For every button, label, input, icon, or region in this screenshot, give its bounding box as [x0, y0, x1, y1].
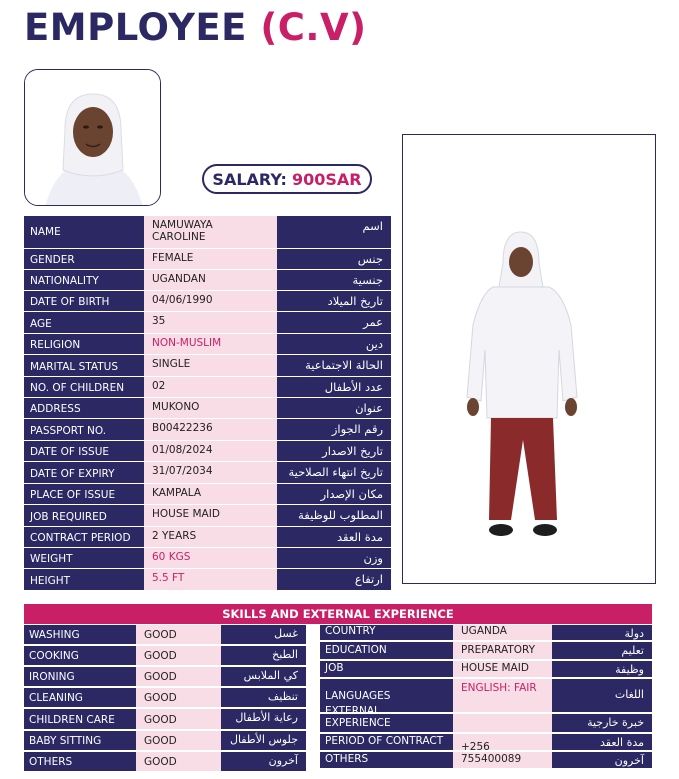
row-value: 04/06/1990 [144, 291, 277, 311]
exp-arabic: مدة العقد [552, 734, 652, 750]
exp-label: JOB [320, 661, 453, 677]
skill-arabic: جلوس الأطفال [221, 731, 306, 750]
row-value: 31/07/2034 [144, 462, 277, 483]
skill-value: GOOD [136, 731, 221, 750]
row-label: NATIONALITY [24, 270, 144, 290]
row-religion [24, 334, 391, 355]
row-arabic: ارتفاع [277, 569, 391, 590]
row-passport-no [24, 419, 391, 441]
exp-arabic: وظيفة [552, 661, 652, 677]
row-label: DATE OF BIRTH [24, 291, 144, 311]
exp-label: EDUCATION [320, 642, 453, 659]
row-date-of-issue [24, 441, 391, 462]
row-label: ADDRESS [24, 398, 144, 418]
row-label: RELIGION [24, 334, 144, 354]
row-arabic: دين [277, 334, 391, 354]
portrait-photo [24, 69, 161, 206]
skill-label: CHILDREN CARE [24, 709, 136, 729]
skill-others [24, 752, 306, 773]
row-label: JOB REQUIRED [24, 505, 144, 526]
exp-value: UGANDA [453, 625, 552, 640]
salary-badge [202, 164, 372, 194]
skill-arabic: آخرون [221, 752, 306, 771]
exp-label: COUNTRY [320, 625, 453, 640]
exp-label: PERIOD OF CONTRACT [320, 734, 453, 750]
exp-arabic: خبرة خارجية [552, 714, 652, 732]
row-value: B00422236 [144, 419, 277, 440]
row-arabic: رقم الجواز [277, 419, 391, 440]
exp-external-experience [320, 714, 652, 734]
row-address [24, 398, 391, 419]
row-label: MARITAL STATUS [24, 355, 144, 376]
row-label: PLACE OF ISSUE [24, 484, 144, 504]
row-value: 02 [144, 377, 277, 397]
row-value: NAMUWAYA CAROLINE [144, 216, 277, 248]
row-value: NON-MUSLIM [144, 334, 277, 354]
page-title [24, 6, 367, 49]
personal-info-table [24, 216, 391, 591]
exp-label: EXPERIENCE [320, 714, 453, 732]
exp-arabic: آخرون [552, 752, 652, 768]
skill-label: BABY SITTING [24, 731, 136, 750]
row-height [24, 569, 391, 591]
row-label: DATE OF EXPIRY [24, 462, 144, 483]
skill-arabic: تنظيف [221, 688, 306, 707]
exp-value: PREPARATORY [453, 642, 552, 659]
exp-arabic: دولة [552, 625, 652, 640]
portrait-photo-image [25, 70, 161, 206]
skill-label: OTHERS [24, 752, 136, 771]
row-value: UGANDAN [144, 270, 277, 290]
exp-education [320, 642, 652, 661]
exp-arabic: اللغات [552, 679, 652, 712]
row-arabic: الحالة الاجتماعية [277, 355, 391, 376]
skill-cooking [24, 646, 306, 667]
exp-value: HOUSE MAID [453, 661, 552, 677]
skill-arabic: الطبخ [221, 646, 306, 665]
exp-arabic: تعليم [552, 642, 652, 659]
row-date-of-expiry [24, 462, 391, 484]
full-body-photo-image [403, 135, 654, 582]
row-arabic: مدة العقد [277, 527, 391, 547]
salary-value: 900SAR [291, 169, 362, 189]
row-label: NAME [24, 216, 144, 248]
skill-children-care [24, 709, 306, 731]
skill-label: IRONING [24, 667, 136, 686]
row-arabic: تاريخ انتهاء الصلاحية [277, 462, 391, 483]
row-weight [24, 548, 391, 569]
row-marital-status [24, 355, 391, 377]
row-arabic: عمر [277, 312, 391, 333]
exp-country [320, 625, 652, 642]
skill-label: CLEANING [24, 688, 136, 707]
salary-label: SALARY: [212, 169, 287, 189]
exp-job [320, 661, 652, 679]
skill-label: COOKING [24, 646, 136, 665]
row-label: PASSPORT NO. [24, 419, 144, 440]
skill-value: GOOD [136, 688, 221, 707]
skill-washing [24, 625, 306, 646]
skill-cleaning [24, 688, 306, 709]
row-no-of-children [24, 377, 391, 398]
row-arabic: وزن [277, 548, 391, 568]
row-label: NO. OF CHILDREN [24, 377, 144, 397]
skill-ironing [24, 667, 306, 688]
exp-value: ENGLISH: FAIR [453, 679, 552, 712]
row-value: 60 KGS [144, 548, 277, 568]
row-place-of-issue [24, 484, 391, 505]
row-arabic: المطلوب للوظيفة [277, 505, 391, 526]
row-contract-period [24, 527, 391, 548]
row-arabic: عنوان [277, 398, 391, 418]
row-name [24, 216, 391, 249]
title-main: EMPLOYEE [24, 6, 247, 49]
skill-arabic: رعاية الأطفال [221, 709, 306, 729]
exp-label: OTHERS [320, 752, 453, 768]
row-value: SINGLE [144, 355, 277, 376]
row-label: GENDER [24, 249, 144, 269]
skill-value: GOOD [136, 625, 221, 644]
skill-label: WASHING [24, 625, 136, 644]
row-arabic: تاريخ الميلاد [277, 291, 391, 311]
skill-value: GOOD [136, 752, 221, 771]
full-body-photo [402, 134, 656, 584]
skills-header: SKILLS AND EXTERNAL EXPERIENCE [24, 604, 652, 624]
row-value: KAMPALA [144, 484, 277, 504]
row-gender [24, 249, 391, 270]
exp-value [453, 714, 552, 732]
row-label: HEIGHT [24, 569, 144, 590]
skill-value: GOOD [136, 646, 221, 665]
row-age [24, 312, 391, 334]
row-label: DATE OF ISSUE [24, 441, 144, 461]
exp-others [320, 752, 652, 770]
skill-value: GOOD [136, 667, 221, 686]
row-value: 2 YEARS [144, 527, 277, 547]
row-arabic: اسم [277, 216, 391, 248]
row-arabic: جنس [277, 249, 391, 269]
row-arabic: تاريخ الاصدار [277, 441, 391, 461]
row-value: 5.5 FT [144, 569, 277, 590]
row-nationality [24, 270, 391, 291]
row-job-required [24, 505, 391, 527]
skill-arabic: غسل [221, 625, 306, 644]
row-value: FEMALE [144, 249, 277, 269]
experience-table [320, 625, 652, 770]
row-label: AGE [24, 312, 144, 333]
row-arabic: جنسية [277, 270, 391, 290]
exp-value: 755400089 [453, 752, 552, 768]
row-value: 35 [144, 312, 277, 333]
skill-baby-sitting [24, 731, 306, 752]
skills-table [24, 625, 306, 773]
row-label: CONTRACT PERIOD [24, 527, 144, 547]
row-value: HOUSE MAID [144, 505, 277, 526]
row-value: 01/08/2024 [144, 441, 277, 461]
exp-label: LANGUAGES [320, 679, 453, 712]
title-accent: (C.V) [260, 6, 367, 49]
row-label: WEIGHT [24, 548, 144, 568]
row-arabic: عدد الأطفال [277, 377, 391, 397]
row-value: MUKONO [144, 398, 277, 418]
row-date-of-birth [24, 291, 391, 312]
skill-arabic: كي الملابس [221, 667, 306, 686]
skill-value: GOOD [136, 709, 221, 729]
row-arabic: مكان الإصدار [277, 484, 391, 504]
